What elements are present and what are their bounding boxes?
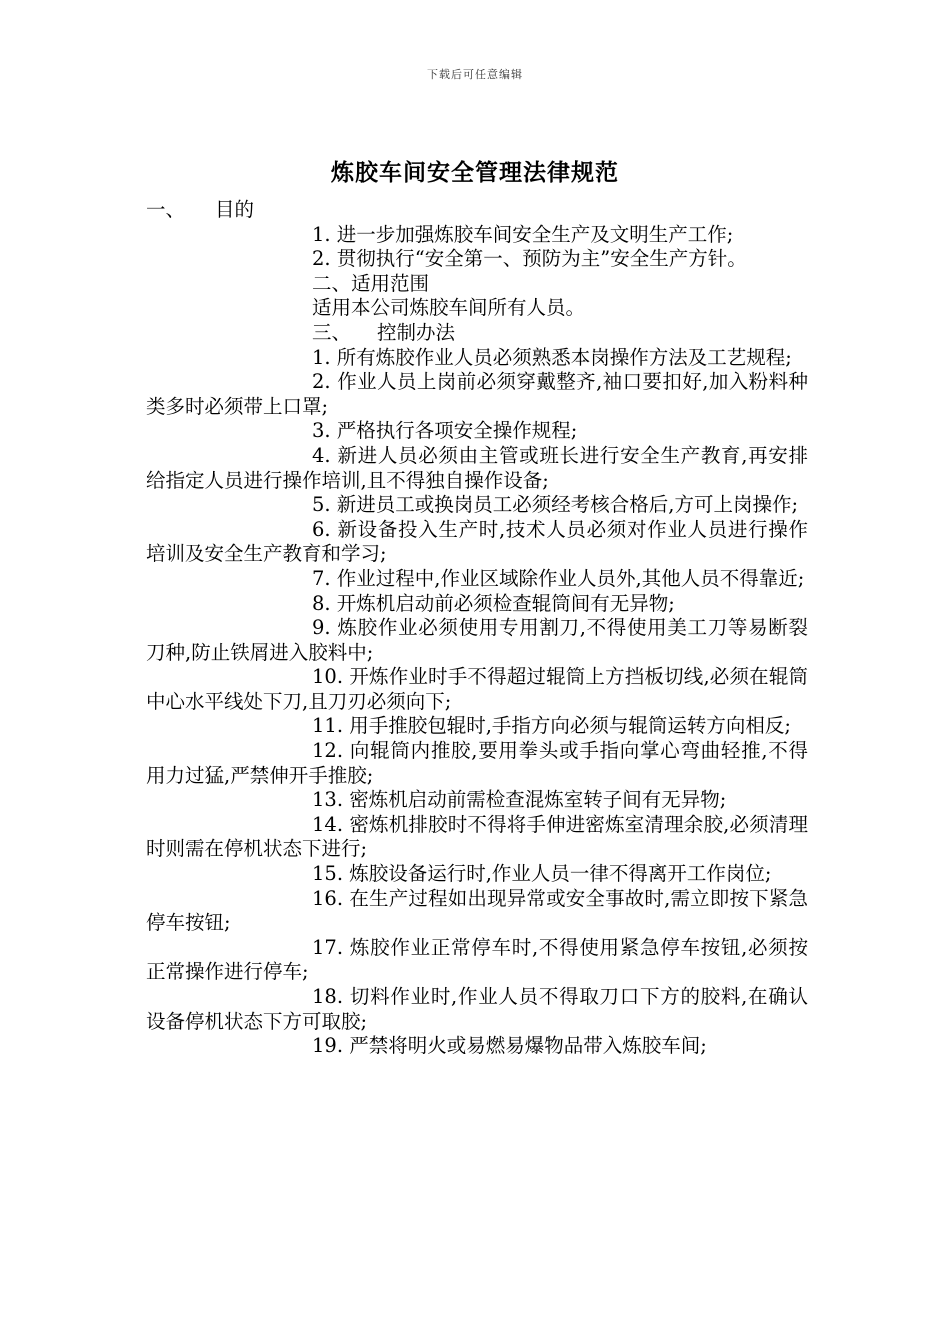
section-3-title: 控制办法 (377, 320, 456, 344)
section-1-title: 目的 (215, 198, 255, 221)
control-item: 11. 用手推胶包辊时,手指方向必须与辊筒运转方向相反; (312, 714, 791, 738)
section-1-item: 1. 进一步加强炼胶车间安全生产及文明生产工作; (312, 222, 734, 246)
document-title: 炼胶车间安全管理法律规范 (331, 160, 619, 186)
control-item: 4. 新进人员必须由主管或班长进行安全生产教育,再安排给指定人员进行操作培训,且不得独自操作设备; (146, 443, 808, 492)
control-item: 15. 炼胶设备运行时,作业人员一律不得离开工作岗位; (312, 862, 772, 886)
control-item: 3. 严格执行各项安全操作规程; (312, 419, 578, 443)
control-item: 2. 作业人员上岗前必须穿戴整齐,袖口要扣好,加入粉料种类多时必须带上口罩; (146, 370, 808, 418)
control-item: 12. 向辊筒内推胶,要用拳头或手指向掌心弯曲轻推,不得用力过猛,严禁伸开手推胶; (146, 739, 808, 787)
section-3-number: 三、 (312, 320, 352, 344)
document-body (146, 198, 808, 1059)
control-item: 19. 严禁将明火或易燃易爆物品带入炼胶车间; (312, 1034, 707, 1058)
control-item: 17. 炼胶作业正常停车时,不得使用紧急停车按钮,必须按正常操作进行停车; (146, 935, 808, 984)
control-item: 14. 密炼机排胶时不得将手伸进密炼室清理余胶,必须清理时则需在停机状态下进行; (146, 812, 808, 861)
control-item: 9. 炼胶作业必须使用专用割刀,不得使用美工刀等易断裂刀种,防止铁屑进入胶料中; (146, 616, 808, 664)
section-2-body: 适用本公司炼胶车间所有人员。 (312, 296, 586, 320)
control-item: 10. 开炼作业时手不得超过辊筒上方挡板切线,必须在辊筒中心水平线处下刀,且刀刃必须向下; (146, 665, 808, 713)
section-1-number: 一、 (146, 198, 186, 221)
control-item: 1. 所有炼胶作业人员必须熟悉本岗操作方法及工艺规程; (312, 345, 792, 369)
control-item: 5. 新进员工或换岗员工必须经考核合格后,方可上岗操作; (312, 493, 799, 517)
section-2-heading: 二、适用范围 (312, 271, 430, 295)
section-3-heading (146, 321, 808, 346)
control-item: 16. 在生产过程如出现异常或安全事故时,需立即按下紧急停车按钮; (146, 886, 808, 935)
control-item: 8. 开炼机启动前必须检查辊筒间有无异物; (312, 591, 675, 615)
control-item: 6. 新设备投入生产时,技术人员必须对作业人员进行操作培训及安全生产教育和学习; (146, 517, 808, 566)
page-header-note: 下载后可任意编辑 (427, 68, 523, 81)
control-item: 7. 作业过程中,作业区域除作业人员外,其他人员不得靠近; (312, 566, 805, 590)
control-item: 18. 切料作业时,作业人员不得取刀口下方的胶料,在确认设备停机状态下方可取胶; (146, 985, 808, 1033)
section-1-heading (146, 198, 808, 223)
control-item: 13. 密炼机启动前需检查混炼室转子间有无异物; (312, 788, 727, 812)
section-1-item: 2. 贯彻执行“安全第一、预防为主”安全生产方针。 (312, 247, 747, 271)
